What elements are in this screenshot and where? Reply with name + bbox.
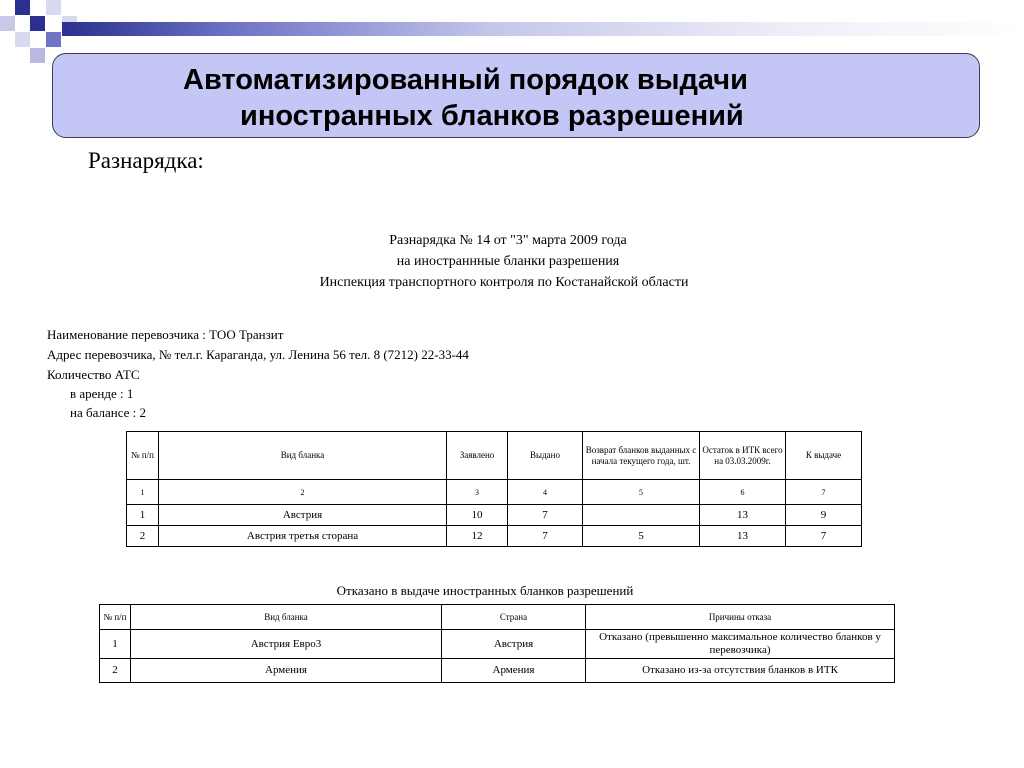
carrier-address: Адрес перевозчика, № тел.г. Караганда, ул. Ленина 56 тел. 8 (7212) 22-33-44 <box>47 347 469 362</box>
table-cell: Австрия <box>159 505 447 526</box>
document-header-inspection: Инспекция транспортного контроля по Костанайской области <box>319 275 689 290</box>
table-cell: 2 <box>127 526 159 547</box>
carrier-name: Наименование перевозчика : ТОО Транзит <box>47 327 284 342</box>
table-cell: Австрия третья сторана <box>159 526 447 547</box>
table-row <box>100 630 895 659</box>
column-header: Вид бланка <box>159 432 447 480</box>
table-cell <box>583 505 700 526</box>
column-header: К выдаче <box>786 432 862 480</box>
table-cell: Армения <box>131 659 442 683</box>
column-header: Остаток в ИТК всего на 03.03.2009г. <box>700 432 786 480</box>
table-cell: Отказано (превышенно максимальное количество бланков у перевозчика) <box>586 630 895 659</box>
table-cell: 7 <box>508 526 583 547</box>
table-cell: 10 <box>447 505 508 526</box>
column-header: Вид бланка <box>131 605 442 630</box>
table-header-row <box>100 605 895 630</box>
column-number: 3 <box>447 480 508 505</box>
refused-section-title: Отказано в выдаче иностранных бланков разрешений <box>336 583 634 598</box>
table-cell: 9 <box>786 505 862 526</box>
column-header: № п/п <box>100 605 131 630</box>
refused-table <box>99 604 895 683</box>
table-cell: 12 <box>447 526 508 547</box>
table-cell: 5 <box>583 526 700 547</box>
column-header: Страна <box>442 605 586 630</box>
vehicle-count-label: Количество АТС <box>47 367 140 382</box>
column-number: 5 <box>583 480 700 505</box>
slide-title-line-1: Автоматизированный порядок выдачи <box>183 64 748 96</box>
document-header-purpose: на иностраннные бланки разрешения <box>396 254 620 269</box>
table-cell: 7 <box>786 526 862 547</box>
column-number: 7 <box>786 480 862 505</box>
table-cell: Австрия Евро3 <box>131 630 442 659</box>
slide-title-line-2: иностранных бланков разрешений <box>240 100 744 132</box>
table-row <box>127 526 862 547</box>
table-cell: 1 <box>100 630 131 659</box>
document-header-number: Разнарядка № 14 от "3" марта 2009 года <box>389 233 627 248</box>
top-gradient-strip <box>62 22 1024 36</box>
table-cell: 13 <box>700 526 786 547</box>
table-cell: Отказано из-за отсутствия бланков в ИТК <box>586 659 895 683</box>
column-number: 6 <box>700 480 786 505</box>
table-row <box>127 505 862 526</box>
table-cell: 13 <box>700 505 786 526</box>
allocation-table <box>126 431 862 547</box>
table-row <box>100 659 895 683</box>
column-header: Причины отказа <box>586 605 895 630</box>
column-number: 1 <box>127 480 159 505</box>
column-header: Заявлено <box>447 432 508 480</box>
table-cell: Армения <box>442 659 586 683</box>
table-header-row <box>127 432 862 480</box>
column-number: 2 <box>159 480 447 505</box>
slide-subtitle: Разнарядка: <box>88 148 204 173</box>
column-number-row <box>127 480 862 505</box>
column-header: Возврат бланков выданных с начала текущего года, шт. <box>583 432 700 480</box>
table-cell: 7 <box>508 505 583 526</box>
column-header: № п/п <box>127 432 159 480</box>
vehicles-rented: в аренде : 1 <box>70 386 134 401</box>
table-cell: 1 <box>127 505 159 526</box>
table-cell: 2 <box>100 659 131 683</box>
table-cell: Австрия <box>442 630 586 659</box>
column-number: 4 <box>508 480 583 505</box>
column-header: Выдано <box>508 432 583 480</box>
vehicles-on-balance: на балансе : 2 <box>70 405 147 420</box>
